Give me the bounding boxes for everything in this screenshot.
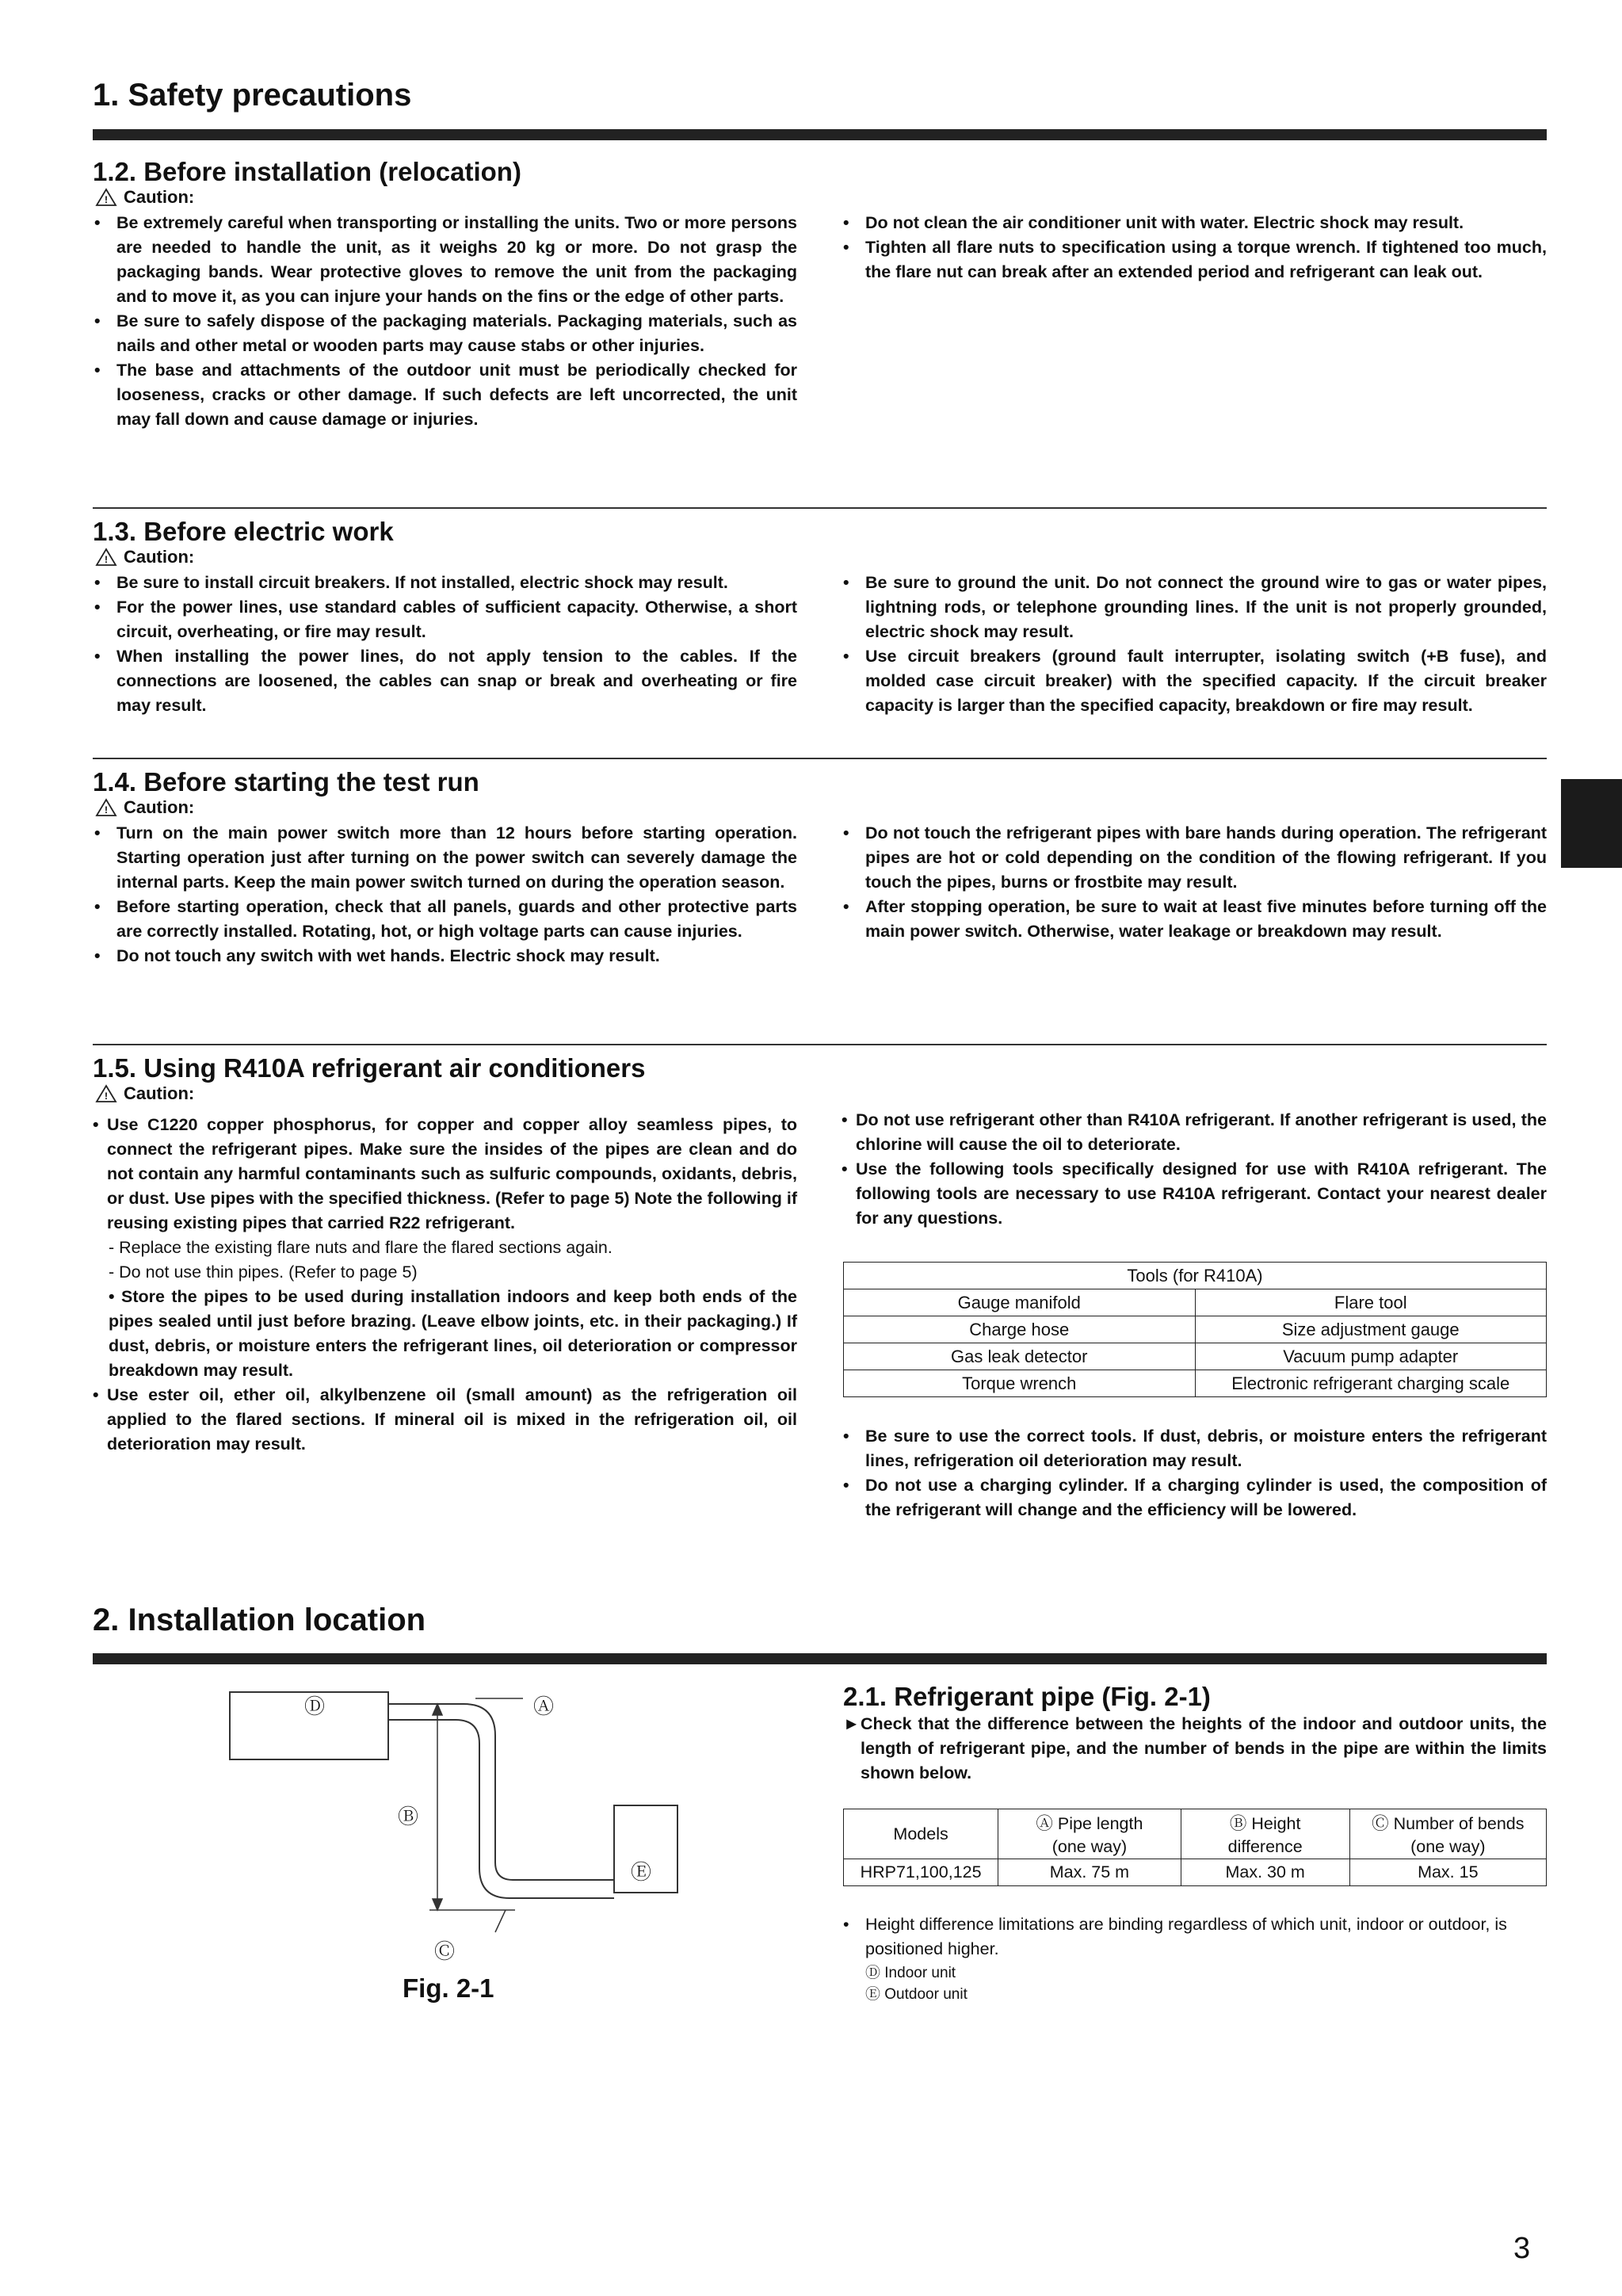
table-cell: Max. 15: [1349, 1859, 1546, 1886]
list-item: • Be extremely careful when transporting or installing the units. Two or more persons are needed to handle the unit, as it weighs 20 kg or more. Do not grasp the packaging bands. Wear protective gloves to remove the unit from the packaging and to move it, as you can injure your hands on the fins or the edge of other parts.: [93, 211, 797, 309]
table-row: [844, 1343, 1547, 1370]
list-item: • Be sure to safely dispose of the packaging materials. Packaging materials, such as nails and other metal or wooden parts may cause stabs or other injuries.: [93, 309, 797, 358]
s13-caution: [95, 547, 194, 567]
table-row: [844, 1316, 1547, 1343]
svg-text:!: !: [105, 1091, 108, 1102]
refrigerant-pipes: [388, 1704, 614, 1898]
s15-right-list: [842, 1108, 1547, 1231]
header-bends-sub: (one way): [1349, 1836, 1546, 1859]
header-bends: Ⓒ Number of bends: [1349, 1809, 1546, 1836]
list-item: • For the power lines, use standard cables of sufficient capacity. Otherwise, a short circuit, overheating, or fire may result.: [93, 595, 797, 644]
note-text: Height difference limitations are binding regardless of which unit, indoor or outdoor, is positioned higher.: [865, 1915, 1507, 1958]
legend-indoor: Ⓓ Indoor unit: [865, 1965, 956, 1981]
chapter-tab: [1561, 779, 1622, 868]
triangle-right-icon: ►: [843, 1714, 861, 1733]
header-pipe-length-sub: (one way): [998, 1836, 1181, 1859]
list-item: • Be sure to ground the unit. Do not connect the ground wire to gas or water pipes, lightning rods, or telephone grounding lines. If the unit is not properly grounded, electric shock may result.: [842, 571, 1547, 644]
label-c: Ⓒ: [434, 1939, 456, 1963]
table-cell: Size adjustment gauge: [1195, 1316, 1547, 1343]
list-item: • Use ester oil, ether oil, alkylbenzene oil (small amount) as the refrigeration oil applied to the flared sections. If mineral oil is mixed in the refrigeration oil, oil deterioration may result.: [93, 1383, 797, 1457]
label-e: Ⓔ: [631, 1860, 652, 1884]
fig-2-1-diagram: [222, 1680, 697, 1997]
header-pipe-length: Ⓐ Pipe length: [998, 1809, 1181, 1836]
s14-heading: 1.4. Before starting the test run: [93, 767, 479, 797]
s21-heading: 2.1. Refrigerant pipe (Fig. 2-1): [843, 1682, 1211, 1711]
s13-left-list: [93, 571, 797, 718]
divider: [93, 507, 1547, 509]
header-height-diff-sub: difference: [1181, 1836, 1349, 1859]
table-cell: Gauge manifold: [844, 1289, 1196, 1316]
list-item: • Before starting operation, check that all panels, guards and other protective parts are correctly installed. Rotating, hot, or high voltage parts can cause injuries.: [93, 895, 797, 944]
s14-right-list: [842, 821, 1547, 944]
table-cell: Electronic refrigerant charging scale: [1195, 1370, 1547, 1397]
s12-left-list: [93, 211, 797, 432]
list-item: • Tighten all flare nuts to specification using a torque wrench. If tightened too much, the flare nut can break after an extended period and refrigerant can leak out.: [842, 235, 1547, 285]
fig-caption: Fig. 2-1: [403, 1973, 494, 2003]
list-item: • When installing the power lines, do not apply tension to the cables. If the connections are loosened, the cables can snap or break and overheating or fire may result.: [93, 644, 797, 718]
warning-icon: [95, 548, 117, 567]
table-row: [844, 1370, 1547, 1397]
section-1-rule: [93, 129, 1547, 140]
bullet: •: [843, 1915, 849, 1934]
warning-icon: [95, 1084, 117, 1103]
s15-right-bottom-list: [842, 1424, 1547, 1522]
table-cell: HRP71,100,125: [844, 1859, 998, 1886]
list-item: • Store the pipes to be used during installation indoors and keep both ends of the pipes sealed until just before brazing. (Leave elbow joints, etc. in their packaging.) If dust, debris, or moisture enters the refrigerant lines, oil deterioration or compressor breakdown may result.: [109, 1287, 797, 1380]
list-item: • Be sure to use the correct tools. If dust, debris, or moisture enters the refrigerant lines, refrigeration oil deterioration may result.: [842, 1424, 1547, 1473]
svg-text:!: !: [105, 804, 108, 816]
page-number: 3: [1513, 2232, 1531, 2265]
list-item: • Do not touch any switch with wet hands. Electric shock may result.: [93, 944, 797, 968]
tools-table-title: Tools (for R410A): [844, 1263, 1547, 1289]
table-cell: Gas leak detector: [844, 1343, 1196, 1370]
table-cell: Vacuum pump adapter: [1195, 1343, 1547, 1370]
list-item: • Be sure to install circuit breakers. If not installed, electric shock may result.: [93, 571, 797, 595]
list-item: • Use circuit breakers (ground fault interrupter, isolating switch (+B fuse), and molded case circuit breaker) with the specified capacity. If the circuit breaker capacity is larger than the specified capacity, breakdown or fire may result.: [842, 644, 1547, 718]
caution-label: Caution:: [124, 187, 195, 207]
s15-heading: 1.5. Using R410A refrigerant air conditioners: [93, 1053, 646, 1083]
table-cell: Max. 30 m: [1181, 1859, 1349, 1886]
s13-right-list: [842, 571, 1547, 718]
warning-icon: [95, 188, 117, 207]
caution-label: Caution:: [124, 1083, 195, 1103]
table-cell: Torque wrench: [844, 1370, 1196, 1397]
s15-left-column: [93, 1113, 797, 1457]
divider: [93, 1044, 1547, 1045]
list-item: • Turn on the main power switch more than 12 hours before starting operation. Starting operation just after turning on the power switch can severely damage the internal parts. Keep the main power switch turned on during the operation season.: [93, 821, 797, 895]
divider: [93, 758, 1547, 759]
caution-label: Caution:: [124, 547, 195, 567]
table-row: [844, 1859, 1547, 1886]
check-text: Check that the difference between the heights of the indoor and outdoor units, the length of refrigerant pipe, and the number of bends in the pipe are within the limits shown below.: [861, 1714, 1547, 1782]
s13-heading: 1.3. Before electric work: [93, 517, 394, 546]
list-item: • After stopping operation, be sure to wait at least five minutes before turning off the main power switch. Otherwise, water leakage or breakdown may result.: [842, 895, 1547, 944]
header-models: Models: [844, 1809, 998, 1859]
s12-heading: 1.2. Before installation (relocation): [93, 157, 521, 186]
s21-check-text: [843, 1712, 1547, 1786]
limits-table: [843, 1809, 1547, 1886]
section-2-title: 2. Installation location: [93, 1603, 426, 1637]
label-d: Ⓓ: [304, 1694, 326, 1718]
tools-table: [843, 1262, 1547, 1397]
s14-caution: [95, 797, 194, 818]
dash-note: - Do not use thin pipes. (Refer to page 5): [109, 1263, 418, 1282]
list-item: • Do not clean the air conditioner unit with water. Electric shock may result.: [842, 211, 1547, 235]
svg-text:!: !: [105, 554, 108, 565]
list-item: • Do not touch the refrigerant pipes with bare hands during operation. The refrigerant pipes are hot or cold depending on the condition of the flowing refrigerant. If you touch the pipes, burns or frostbite may result.: [842, 821, 1547, 895]
svg-text:!: !: [105, 194, 108, 205]
s14-left-list: [93, 821, 797, 968]
table-cell: Charge hose: [844, 1316, 1196, 1343]
caution-label: Caution:: [124, 797, 195, 817]
list-item: • Use the following tools specifically designed for use with R410A refrigerant. The following tools are necessary to use R410A refrigerant. Contact your nearest dealer for any questions.: [842, 1157, 1547, 1231]
s21-note: [842, 1912, 1547, 1962]
s12-caution: [95, 187, 194, 208]
section-2-rule: [93, 1653, 1547, 1664]
s15-caution: [95, 1083, 194, 1104]
warning-icon: [95, 798, 117, 817]
legend-outdoor: Ⓔ Outdoor unit: [865, 1986, 967, 2003]
label-a: Ⓐ: [533, 1694, 555, 1718]
dimension-lines: [403, 1698, 523, 1932]
list-item: • Use C1220 copper phosphorus, for copper and copper alloy seamless pipes, to connect the refrigerant pipes. Make sure the insides of the pipes are clean and do not contain any harmful contaminants such as sulfuric compounds, oxidants, debris, or dust. Use pipes with the specified thickness. (Refer to page 5) Note the following if reusing existing pipes that carried R22 refrigerant.: [93, 1113, 797, 1236]
table-row: [844, 1289, 1547, 1316]
list-item: • The base and attachments of the outdoor unit must be periodically checked for looseness, cracks or other damage. If such defects are left uncorrected, the unit may fall down and cause damage or injuries.: [93, 358, 797, 432]
label-b: Ⓑ: [398, 1805, 419, 1828]
list-item: • Do not use a charging cylinder. If a charging cylinder is used, the composition of the refrigerant will change and the efficiency will be lowered.: [842, 1473, 1547, 1522]
section-1-title: 1. Safety precautions: [93, 78, 412, 113]
legend: [865, 1962, 967, 2005]
dash-note: - Replace the existing flare nuts and flare the flared sections again.: [109, 1238, 613, 1257]
header-height-diff: Ⓑ Height: [1181, 1809, 1349, 1836]
list-item: • Do not use refrigerant other than R410A refrigerant. If another refrigerant is used, the chlorine will cause the oil to deteriorate.: [842, 1108, 1547, 1157]
table-header-row: [844, 1809, 1547, 1836]
s12-right-list: [842, 211, 1547, 285]
table-cell: Flare tool: [1195, 1289, 1547, 1316]
table-cell: Max. 75 m: [998, 1859, 1181, 1886]
